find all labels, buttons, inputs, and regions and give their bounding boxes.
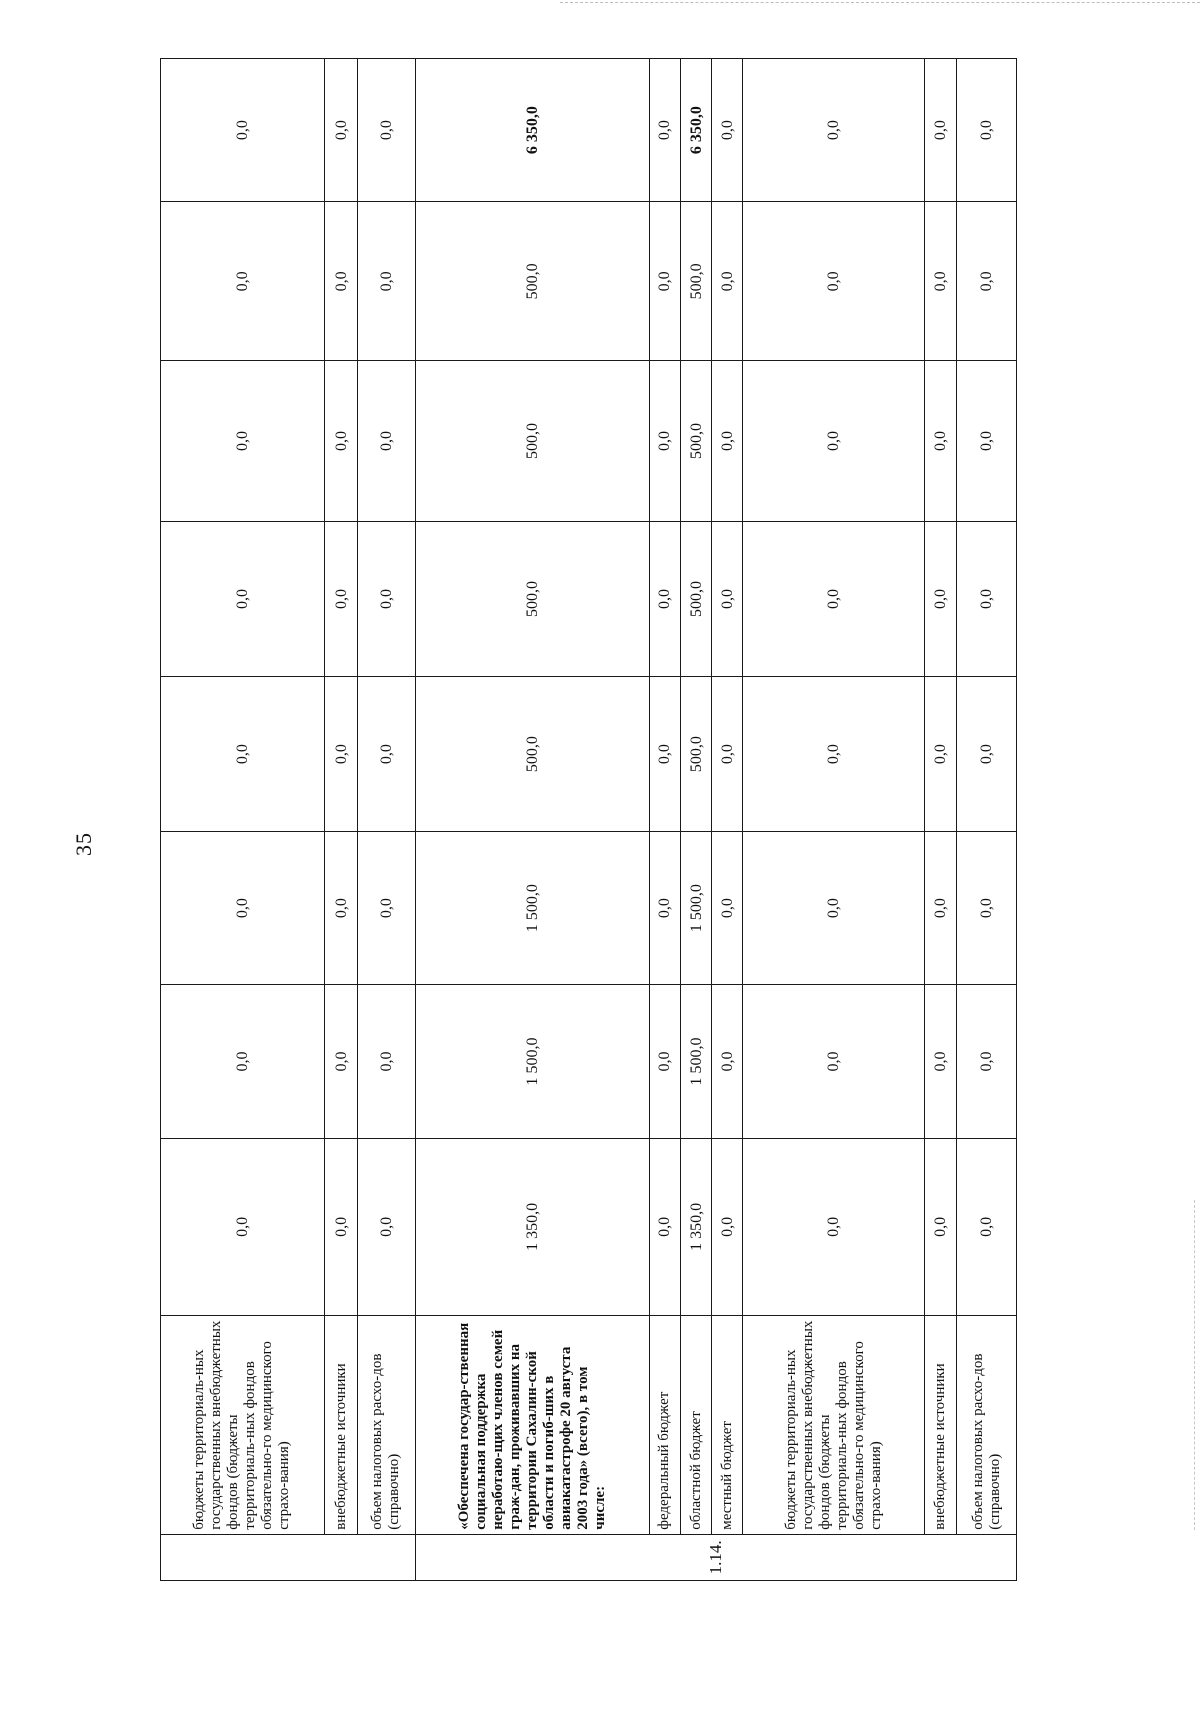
row-label: бюджеты территориаль-ных государственных внебюджетных фондов (бюджеты территориаль-ных фондов обязательно-го медицинского страхо-вания) [743, 1315, 925, 1534]
value-cell: 500,0 [681, 361, 712, 521]
value-cell: 0,0 [743, 677, 925, 832]
value-cell: 0,0 [161, 831, 325, 984]
value-cell: 0,0 [924, 831, 956, 984]
value-cell: 0,0 [649, 677, 680, 832]
value-cell: 0,0 [712, 677, 743, 832]
row-label: объем налоговых расхо-дов (справочно) [358, 1315, 415, 1534]
value-cell: 0,0 [924, 1138, 956, 1315]
value-cell: 0,0 [743, 521, 925, 677]
row-label: объем налоговых расхо-дов (справочно) [957, 1315, 1017, 1534]
value-cell: 500,0 [681, 677, 712, 832]
value-cell: 0,0 [743, 361, 925, 521]
value-cell: 0,0 [924, 361, 956, 521]
value-cell: 500,0 [415, 361, 649, 521]
value-cell: 0,0 [324, 831, 357, 984]
table-row [324, 59, 357, 1581]
table-row [358, 59, 415, 1581]
index-cell-empty [161, 1534, 416, 1580]
value-cell: 500,0 [415, 677, 649, 832]
value-cell: 0,0 [743, 985, 925, 1138]
table-row [649, 59, 680, 1581]
table-row [161, 59, 325, 1581]
value-cell: 0,0 [161, 59, 325, 202]
value-cell: 1 500,0 [415, 985, 649, 1138]
value-cell: 0,0 [712, 361, 743, 521]
value-cell: 0,0 [712, 985, 743, 1138]
row-label: местный бюджет [712, 1315, 743, 1534]
value-cell: 0,0 [957, 521, 1017, 677]
row-label: областной бюджет [681, 1315, 712, 1534]
value-cell: 6 350,0 [415, 59, 649, 202]
table-row [712, 59, 743, 1581]
value-cell: 0,0 [743, 1138, 925, 1315]
value-cell: 0,0 [161, 985, 325, 1138]
value-cell: 0,0 [712, 831, 743, 984]
value-cell: 0,0 [324, 59, 357, 202]
value-cell: 0,0 [358, 1138, 415, 1315]
value-cell: 0,0 [161, 1138, 325, 1315]
value-cell: 1 500,0 [415, 831, 649, 984]
value-cell: 0,0 [649, 202, 680, 361]
value-cell: 0,0 [924, 59, 956, 202]
value-cell: 0,0 [924, 677, 956, 832]
value-cell: 0,0 [358, 521, 415, 677]
value-cell: 1 500,0 [681, 831, 712, 984]
value-cell: 0,0 [649, 831, 680, 984]
value-cell: 0,0 [358, 985, 415, 1138]
value-cell: 0,0 [649, 1138, 680, 1315]
value-cell: 1 350,0 [415, 1138, 649, 1315]
value-cell: 0,0 [743, 831, 925, 984]
table-row [957, 59, 1017, 1581]
table-row [681, 59, 712, 1581]
value-cell: 0,0 [649, 361, 680, 521]
value-cell: 0,0 [957, 1138, 1017, 1315]
value-cell: 500,0 [415, 202, 649, 361]
value-cell: 0,0 [324, 521, 357, 677]
value-cell: 500,0 [681, 521, 712, 677]
table-row [924, 59, 956, 1581]
value-cell: 0,0 [649, 59, 680, 202]
value-cell: 0,0 [649, 985, 680, 1138]
value-cell: 0,0 [743, 59, 925, 202]
value-cell: 0,0 [712, 521, 743, 677]
value-cell: 0,0 [957, 202, 1017, 361]
section-index: 1.14. [415, 1534, 1016, 1580]
value-cell: 0,0 [957, 677, 1017, 832]
value-cell: 0,0 [161, 677, 325, 832]
value-cell: 0,0 [712, 202, 743, 361]
value-cell: 1 350,0 [681, 1138, 712, 1315]
value-cell: 0,0 [957, 361, 1017, 521]
value-cell: 0,0 [161, 521, 325, 677]
value-cell: 0,0 [324, 202, 357, 361]
value-cell: 0,0 [743, 202, 925, 361]
value-cell: 0,0 [649, 521, 680, 677]
value-cell: 0,0 [358, 202, 415, 361]
value-cell: 500,0 [681, 202, 712, 361]
value-cell: 0,0 [358, 831, 415, 984]
value-cell: 0,0 [924, 985, 956, 1138]
value-cell: 0,0 [324, 1138, 357, 1315]
row-label: внебюджетные источники [924, 1315, 956, 1534]
value-cell: 500,0 [415, 521, 649, 677]
value-cell: 0,0 [712, 59, 743, 202]
table-row [743, 59, 925, 1581]
value-cell: 0,0 [358, 59, 415, 202]
value-cell: 0,0 [324, 677, 357, 832]
value-cell: 0,0 [924, 521, 956, 677]
page-number: 35 [71, 832, 96, 856]
funding-table [160, 58, 1017, 1581]
value-cell: 0,0 [324, 985, 357, 1138]
value-cell: 0,0 [957, 59, 1017, 202]
value-cell: 0,0 [924, 202, 956, 361]
value-cell: 0,0 [957, 831, 1017, 984]
value-cell: 0,0 [358, 361, 415, 521]
value-cell: 0,0 [712, 1138, 743, 1315]
value-cell: 0,0 [161, 361, 325, 521]
row-label: федеральный бюджет [649, 1315, 680, 1534]
table-row [415, 59, 649, 1581]
value-cell: 0,0 [957, 985, 1017, 1138]
value-cell: 0,0 [161, 202, 325, 361]
value-cell: 0,0 [358, 677, 415, 832]
value-cell: 0,0 [324, 361, 357, 521]
row-label: «Обеспечена государ-ственная социальная поддержка неработаю-щих членов семей граж-дан, проживавших на территории Сахалин-ской области и погиб-ших в авиакатастрофе 20 августа 2003 года» (всего), в том числе: [415, 1315, 649, 1534]
row-label: бюджеты территориаль-ных государственных внебюджетных фондов (бюджеты территориаль-ных фондов обязательно-го медицинского страхо-вания) [161, 1315, 325, 1534]
value-cell: 1 500,0 [681, 985, 712, 1138]
row-label: внебюджетные источники [324, 1315, 357, 1534]
value-cell: 6 350,0 [681, 59, 712, 202]
